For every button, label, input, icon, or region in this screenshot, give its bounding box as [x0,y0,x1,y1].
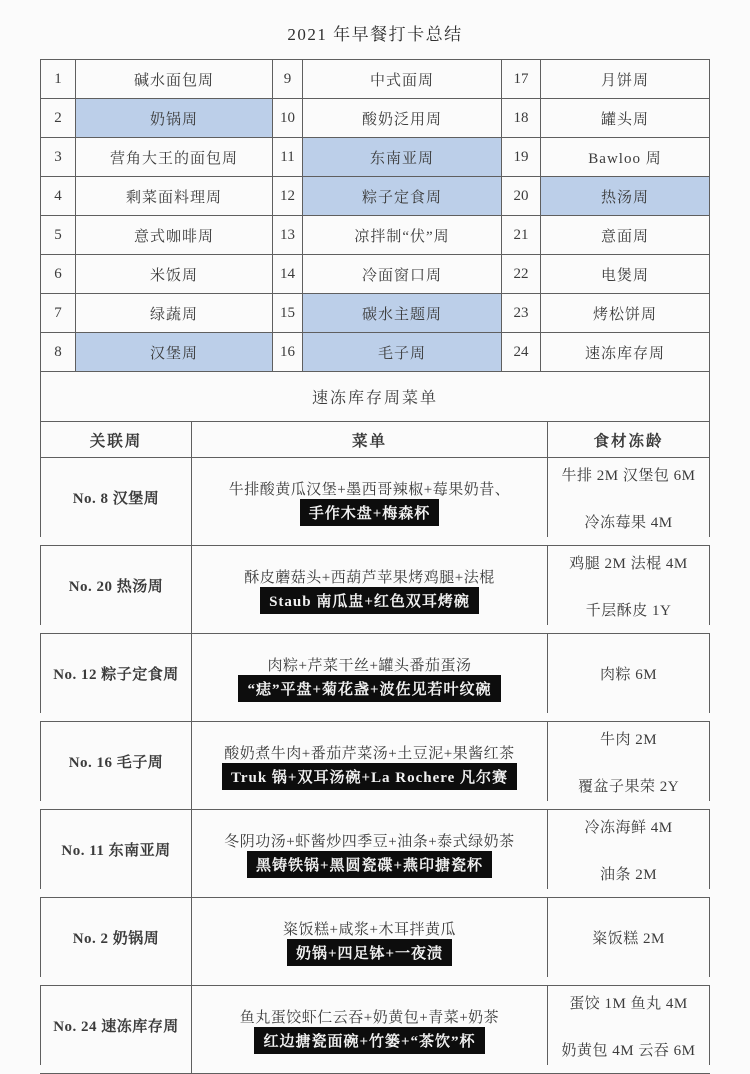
menu-tableware-highlight: 手作木盘+梅森杯 [300,499,440,526]
menu-dishes: 冬阴功汤+虾酱炒四季豆+油条+泰式绿奶茶 [224,833,515,850]
menu-tableware-highlight: “痣”平盘+菊花盏+波佐见若叶纹碗 [238,675,500,702]
summary-row [40,98,710,137]
week-name-cell: 意面周 [540,215,710,254]
week-number-cell: 7 [40,293,75,332]
stock-menu-row [40,545,710,633]
menu-cell [191,457,547,545]
week-number-cell: 10 [272,98,302,137]
week-number-cell: 1 [40,59,75,98]
age-cell [547,985,710,1065]
week-number-cell: 2 [40,98,75,137]
week-number-cell: 22 [501,254,540,293]
week-label: No. 2 奶锅周 [40,897,191,977]
menu-cell [191,809,547,897]
week-number-cell: 14 [272,254,302,293]
summary-row [40,332,710,371]
week-name-cell: 意式咖啡周 [75,215,272,254]
week-label: No. 24 速冻库存周 [40,985,191,1065]
age-cell [547,633,710,713]
menu-tableware-highlight: 奶锅+四足钵+一夜渍 [287,939,452,966]
week-name-cell: 剩菜面料理周 [75,176,272,215]
age-line-1: 粢饭糕 2M [592,931,665,947]
page-title: 2021 年早餐打卡总结 [287,25,463,44]
week-number-cell: 8 [40,332,75,371]
age-line-2: 千层酥皮 1Y [585,602,672,619]
week-label: No. 11 东南亚周 [40,809,191,889]
age-cell [547,545,710,625]
menu-dishes: 粢饭糕+咸浆+木耳拌黄瓜 [283,921,456,938]
stock-menu-header-row [40,421,710,457]
summary-row [40,293,710,332]
age-cell [547,809,710,889]
summary-row [40,59,710,98]
age-line-1: 冷冻海鲜 4M [584,819,673,836]
stock-menu-row [40,633,710,721]
week-number-cell: 19 [501,137,540,176]
week-label: No. 16 毛子周 [40,721,191,801]
week-name-cell-highlighted: 奶锅周 [75,98,272,137]
age-line-1: 鸡腿 2M 法棍 4M [569,555,688,572]
stock-menu-section [40,371,710,421]
week-name-cell-highlighted: 东南亚周 [302,137,501,176]
breakfast-summary-table [40,59,710,1074]
week-name-cell-highlighted: 毛子周 [302,332,501,371]
menu-dishes: 酥皮蘑菇头+西葫芦苹果烤鸡腿+法棍 [244,569,495,586]
week-name-cell: 电煲周 [540,254,710,293]
week-number-cell: 23 [501,293,540,332]
week-number-cell: 17 [501,59,540,98]
menu-tableware-highlight: 黑铸铁锅+黑圆瓷碟+燕印搪瓷杯 [247,851,492,878]
menu-cell [191,985,547,1073]
week-name-cell: 冷面窗口周 [302,254,501,293]
week-name-cell: 碱水面包周 [75,59,272,98]
age-cell [547,457,710,537]
stock-menu-section-title: 速冻库存周菜单 [40,371,710,421]
week-number-cell: 6 [40,254,75,293]
week-number-cell: 16 [272,332,302,371]
week-name-cell: 绿蔬周 [75,293,272,332]
summary-row [40,215,710,254]
menu-tableware-highlight: 红边搪瓷面碗+竹篓+“茶饮”杯 [254,1027,484,1054]
stock-menu-row [40,721,710,809]
menu-dishes: 肉粽+芹菜干丝+罐头番茄蛋汤 [267,657,472,674]
age-line-1: 肉粽 6M [599,667,658,683]
age-line-1: 牛肉 2M [599,731,658,748]
week-number-cell: 24 [501,332,540,371]
week-label: No. 20 热汤周 [40,545,191,625]
menu-cell [191,721,547,809]
week-name-cell: 凉拌制“伏”周 [302,215,501,254]
week-name-cell: 酸奶泛用周 [302,98,501,137]
age-line-2: 奶黄包 4M 云吞 6M [561,1042,696,1059]
menu-cell [191,897,547,985]
week-name-cell: 罐头周 [540,98,710,137]
summary-row [40,137,710,176]
week-number-cell: 3 [40,137,75,176]
week-number-cell: 20 [501,176,540,215]
week-name-cell: 中式面周 [302,59,501,98]
week-label: No. 8 汉堡周 [40,457,191,537]
summary-row [40,176,710,215]
age-line-2: 冷冻莓果 4M [584,514,673,531]
week-name-cell: 速冻库存周 [540,332,710,371]
week-number-cell: 21 [501,215,540,254]
week-number-cell: 13 [272,215,302,254]
week-name-cell-highlighted: 汉堡周 [75,332,272,371]
age-line-2: 油条 2M [599,866,658,883]
age-line-1: 牛排 2M 汉堡包 6M [561,467,696,484]
menu-dishes: 牛排酸黄瓜汉堡+墨西哥辣椒+莓果奶昔、 [228,481,511,498]
column-header-week: 关联周 [40,421,191,457]
week-name-cell-highlighted: 热汤周 [540,176,710,215]
week-name-cell: 月饼周 [540,59,710,98]
week-name-cell-highlighted: 碳水主题周 [302,293,501,332]
menu-tableware-highlight: Truk 锅+双耳汤碗+La Rochere 凡尔赛 [222,763,517,790]
column-header-age: 食材冻龄 [547,421,710,457]
week-number-cell: 12 [272,176,302,215]
menu-tableware-highlight: Staub 南瓜盅+红色双耳烤碗 [260,587,479,614]
week-number-cell: 11 [272,137,302,176]
week-name-cell: 营角大王的面包周 [75,137,272,176]
week-label: No. 12 粽子定食周 [40,633,191,713]
stock-menu-row [40,897,710,985]
menu-cell [191,633,547,721]
column-header-menu: 菜单 [191,421,547,457]
stock-menu-row [40,985,710,1073]
summary-row [40,254,710,293]
week-number-cell: 15 [272,293,302,332]
age-cell [547,721,710,801]
age-line-1: 蛋饺 1M 鱼丸 4M [569,995,688,1012]
week-name-cell-highlighted: 粽子定食周 [302,176,501,215]
week-name-cell: Bawloo 周 [540,137,710,176]
week-name-cell: 烤松饼周 [540,293,710,332]
week-number-cell: 4 [40,176,75,215]
age-cell [547,897,710,977]
menu-cell [191,545,547,633]
week-number-cell: 18 [501,98,540,137]
stock-menu-row [40,809,710,897]
week-number-cell: 9 [272,59,302,98]
menu-dishes: 鱼丸蛋饺虾仁云吞+奶黄包+青菜+奶茶 [239,1009,500,1026]
stock-menu-row [40,457,710,545]
menu-dishes: 酸奶煮牛肉+番茄芹菜汤+土豆泥+果酱红茶 [224,745,515,762]
week-name-cell: 米饭周 [75,254,272,293]
age-line-2: 覆盆子果荣 2Y [577,778,680,795]
week-number-cell: 5 [40,215,75,254]
